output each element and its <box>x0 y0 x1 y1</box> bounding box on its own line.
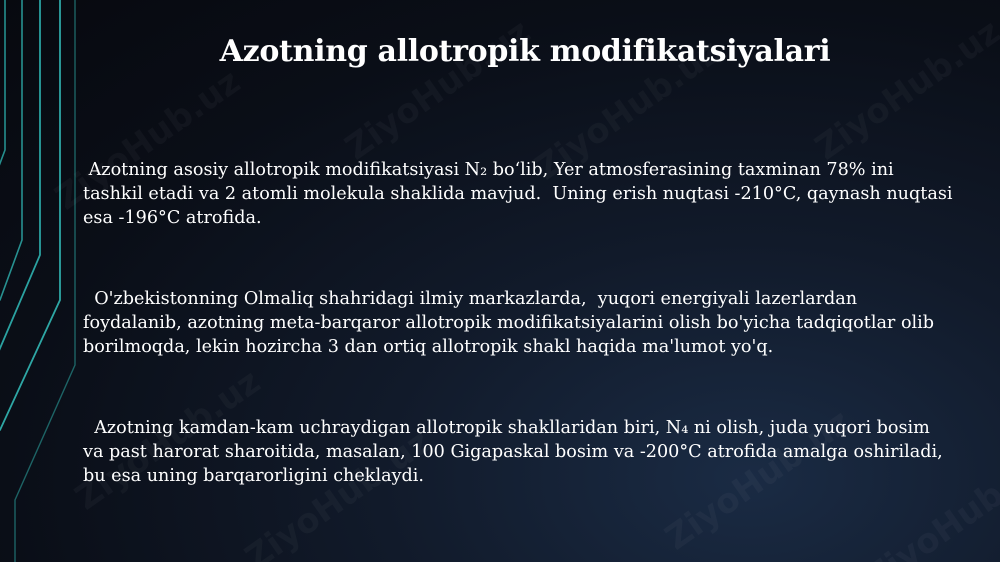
paragraph-n2: Azotning asosiy allotropik modifikatsiyasi N₂ bo‘lib, Yer atmosferasining taxminan 78% ini tashkil etadi va 2 atomli molekula shaklida mavjud. Uning erish nuqtasi -210°C, qaynash nuqtasi esa -196°C atrofida. <box>83 160 959 228</box>
accent-line-1 <box>0 0 5 190</box>
accent-line-5 <box>15 0 75 562</box>
paragraph-olmaliq-research: O'zbekistonning Olmaliq shahridagi ilmiy markazlarda, yuqori energiyali lazerlardan foydalanib, azotning meta-barqaror allotropik modifikatsiyalarini olish bo'yicha tadqiqotlar olib borilmoqda, lekin hozircha 3 dan ortiq allotropik shakl haqida ma'lumot yo'q. <box>83 289 940 357</box>
paragraph-n4: Azotning kamdan-kam uchraydigan allotropik shakllaridan biri, N₄ ni olish, juda yuqori bosim va past harorat sharoitida, masalan, 100 Gigapaskal bosim va -200°C atrofida amalga oshiriladi, bu esa uning barqarorligini cheklaydi. <box>83 418 949 486</box>
slide-title: Azotning allotropik modifikatsiyalari <box>219 34 831 69</box>
